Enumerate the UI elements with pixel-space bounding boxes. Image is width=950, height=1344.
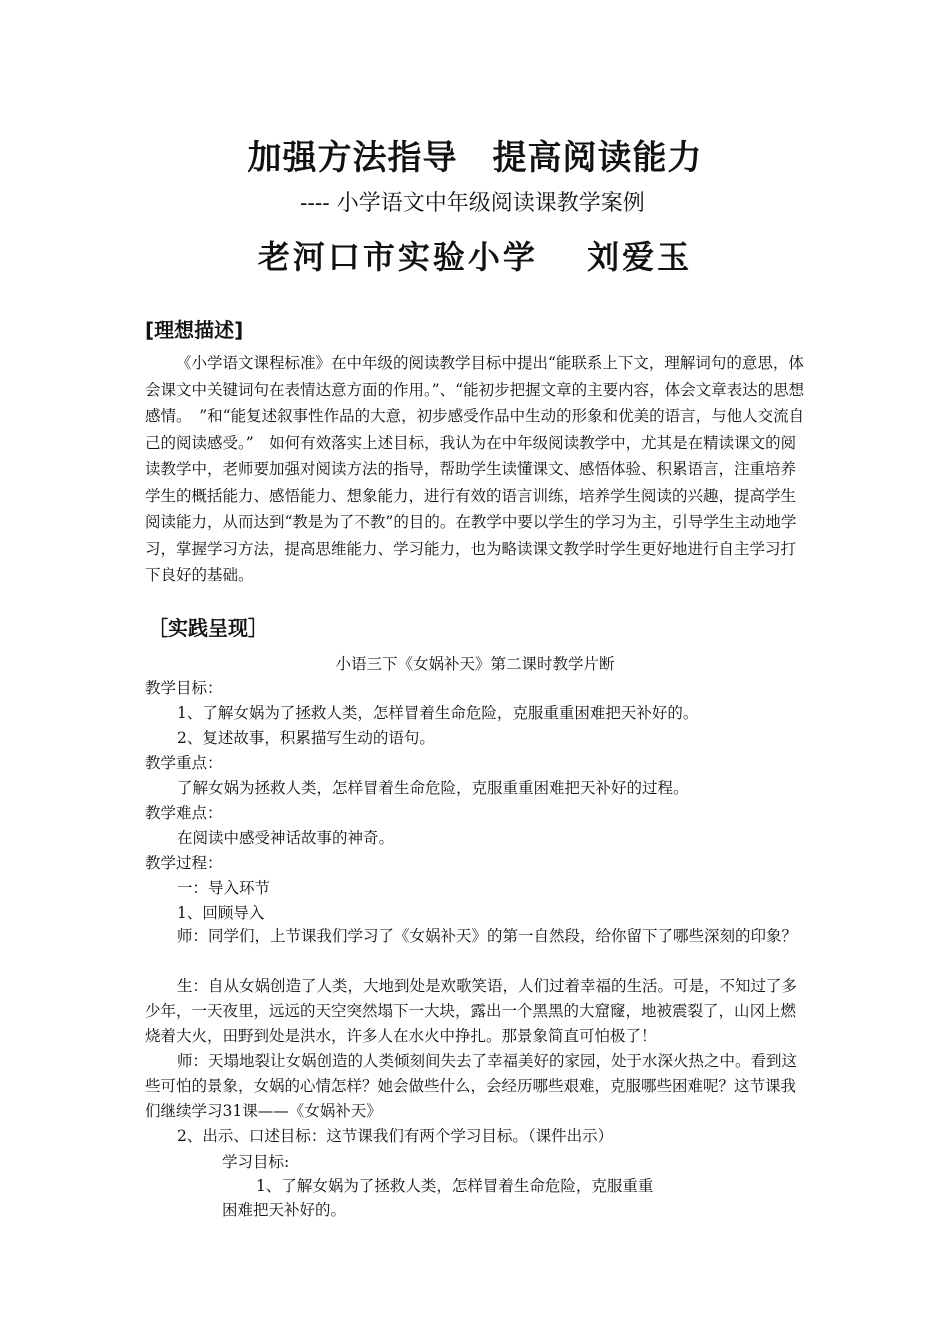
difficulty-text: 在阅读中感受神话故事的神奇。 [177,829,395,847]
key-label: 教学重点： [145,754,223,772]
section-heading-practice: ［实践呈现］ [148,616,268,640]
teacher-line-2: 师：天塌地裂让女娲创造的人类倾刻间失去了幸福美好的家园，处于水深火热之中。看到这些可怕的景象，女娲的心情怎样？她会做些什么，会经历哪些艰难，克服哪些困难呢？这节课我们继续学习31课——《女娲补天》 [145,1052,798,1120]
document-subtitle: ---- 小学语文中年级阅读课教学案例 [300,191,645,216]
teacher-line-1: 师：同学们，上节课我们学习了《女娲补天》的第一自然段，给你留下了哪些深刻的印象？ [177,927,798,945]
difficulty-label: 教学难点： [145,804,223,822]
slide-label: 学习目标: [222,1153,290,1171]
student-line-1: 生：自从女娲创造了人类，大地到处是欢歌笑语，人们过着幸福的生活。可是，不知过了多少年，一天夜里，远远的天空突然塌下一大块，露出一个黑黑的大窟窿，地被震裂了，山冈上燃烧着大火，田野到处是洪水，许多人在水火中挣扎。那景象简直可怕极了！ [145,977,798,1045]
slide-goal-1-line-a: 1、了解女娲为了拯救人类，怎样冒着生命危险，克服重重 [256,1177,654,1195]
slide-goal-1-line-b: 困难把天补好的。 [222,1201,347,1219]
section-heading-ideal: [理想描述] [145,318,244,342]
lesson-title: 小语三下《女娲补天》第二课时教学片断 [335,655,615,673]
document-title: 加强方法指导 提高阅读能力 [247,138,703,178]
step-1-1: 1、回顾导入 [177,904,265,922]
goals-label: 教学目标： [145,679,223,697]
goal-1: 1、了解女娲为了拯救人类，怎样冒着生命危险，克服重重困难把天补好的。 [177,704,699,722]
document-author: 老河口市实验小学 刘爱玉 [257,238,693,276]
key-text: 了解女娲为拯救人类，怎样冒着生命危险，克服重重困难把天补好的过程。 [177,779,689,797]
step-1: 一：导入环节 [177,879,271,897]
ideal-paragraph: 《小学语文课程标准》在中年级的阅读教学目标中提出“能联系上下文，理解词句的意思，体会课文中关键词句在表情达意方面的作用。”、“能初步把握文章的主要内容，体会文章表达的思想感情。 ”和“能复述叙事性作品的大意，初步感受作品中生动的形象和优美的语言，与他人交流自己的阅读感受。” 如何有效落实上述目标，我认为在中年级阅读教学中，尤其是在精读课文的阅读教学中，老师要加强对阅读方法的指导，帮助学生读懂课文、感悟体验、积累语言，注重培养学生的概括能力、感悟能力、想象能力，进行有效的语言训练，培养学生阅读的兴趣，提高学生阅读能力，从而达到“教是为了不教”的目的。在教学中要以学生的学习为主，引导学生主动地学习，掌握学习方法，提高思维能力、学习能力，也为略读课文教学时学生更好地进行自主学习打下良好的基础。 [145,354,805,584]
goal-2: 2、复述故事，积累描写生动的语句。 [177,729,435,747]
process-label: 教学过程： [145,854,223,872]
step-1-2: 2、出示、口述目标：这节课我们有两个学习目标。（课件出示） [177,1127,614,1145]
